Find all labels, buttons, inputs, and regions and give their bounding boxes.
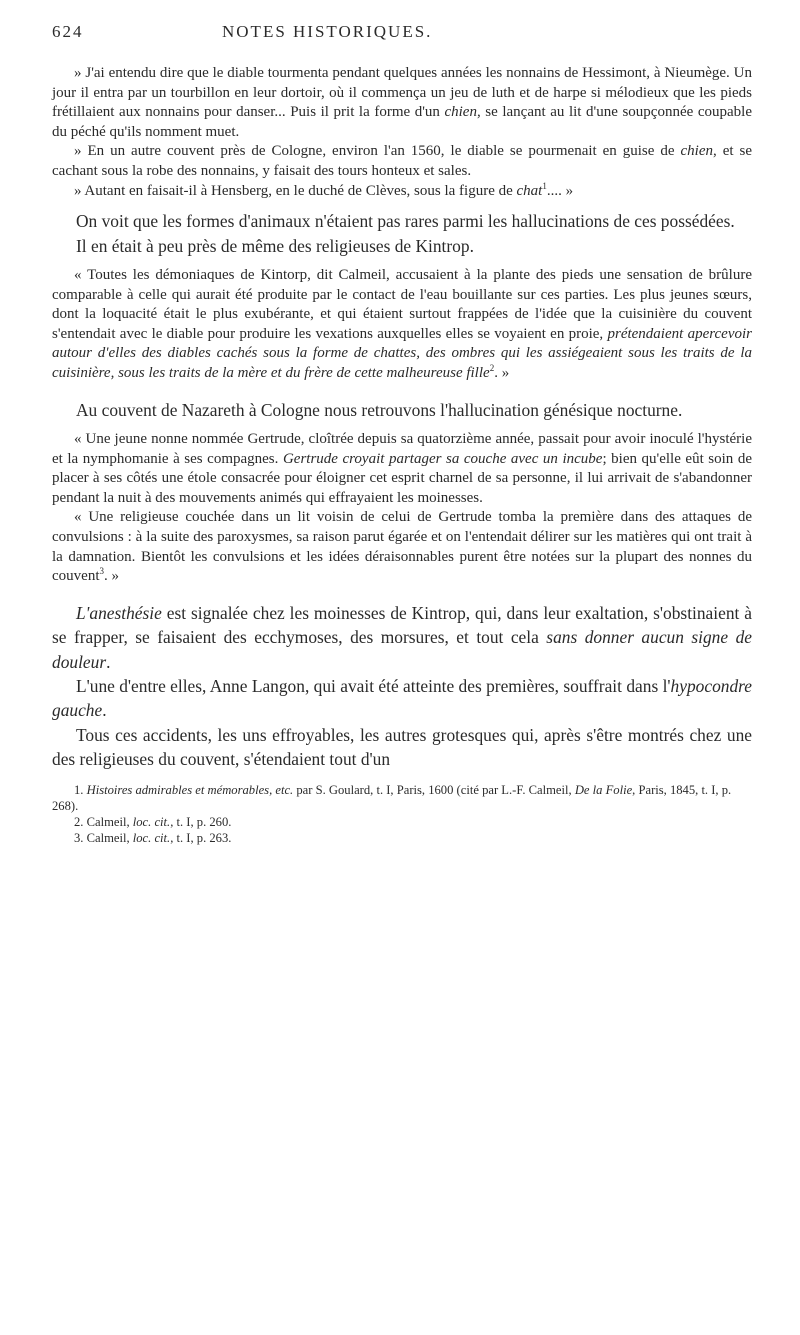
text-span: par S. Goulard, t. I, Paris, 1600 (cité par L.-F. Calmeil,	[293, 782, 575, 797]
text-span: , Paris, 1845, t. I, p. 268).	[52, 782, 732, 813]
body-paragraph: On voit que les formes d'animaux n'étaient pas rares parmi les hallucinations de ces possédées.	[76, 211, 735, 232]
footnote-ref: 1	[542, 180, 547, 191]
text-span: » En un autre couvent près de Cologne, environ l'an 1560, le diable se pourmenait en guise de	[74, 143, 681, 160]
text-span: « Une jeune nonne nommée Gertrude, cloîtrée depuis sa quatorzième année, passait pour avoir inoculé l'hystérie et la nymphomanie à ses compagnes.	[52, 430, 752, 467]
italic-passage: Gertrude croyait partager sa couche avec un incube	[282, 450, 603, 467]
text-span: 1.	[74, 782, 87, 797]
text-span: 3. Calmeil,	[74, 830, 133, 845]
italic-passage: prétendaient apercevoir autour d'elles des diables cachés sous la forme de chattes, des ombres qui les assiégeaient sous les traits de la cuisinière, sous les traits de la mère et du frère de cette malheureuse fille	[52, 325, 753, 381]
italic-passage: sans donner aucun signe de douleur	[52, 627, 752, 672]
text-span: .	[106, 651, 111, 672]
italic-term: L'anesthésie	[76, 602, 162, 623]
text-span: « Toutes les démoniaques de Kintorp, dit Calmeil, accusaient à la plante des pieds une sensation de brûlure comparable à celle qui aurait été produite par le contact de l'eau bouillante sur ces parties. Les plus jeunes sœurs, dont la loquacité était le plus exubérante, et qui étaient surtout frappées de l'idée que la cuisinière du couvent s'entendait avec le diable pour produire les vexations auxquelles elles se voyaient en proie,	[52, 266, 752, 342]
footnote-1	[52, 782, 752, 814]
text-span: « Une religieuse couchée dans un lit voisin de celui de Gertrude tomba la première dans des attaques de convulsions : à la suite des paroxysmes, sa raison parut égarée et on l'entendait délirer sur les matières qui ont trait à la damnation. Bientôt les convulsions et les idées déraisonnables purent être notées sur la plupart des nonnes du couvent	[52, 509, 752, 585]
italic-term: hypocondre gauche	[52, 675, 752, 721]
italic-term: chien	[680, 143, 713, 160]
footnote-2	[52, 814, 752, 830]
text-span: , se lançant au lit d'une soupçonnée coupable du péché qu'ils nomment muet.	[52, 104, 752, 140]
quote-paragraph	[52, 64, 752, 142]
quote-paragraph	[52, 182, 752, 202]
body-paragraph: Il en était à peu près de même des religieuses de Kintrop.	[76, 235, 474, 256]
quotation-nazareth	[52, 430, 752, 587]
text-span: L'une d'entre elles, Anne Langon, qui avait été atteinte des premières, souffrait dans l'	[76, 675, 671, 696]
text-span: est signalée chez les moinesses de Kintrop, qui, dans leur exaltation, s'obstinaient à se frapper, se faisaient des ecchymoses, des morsures, et tout cela	[52, 602, 752, 648]
footnote-3	[52, 830, 752, 846]
text-span: ; bien qu'elle eût soin de placer à ses côtés une étole consacrée pour éloigner cet esprit charnel de sa personne, il lui arrivait de s'abandonner pendant la nuit à des mouvements animés qui effrayaient les moinesses.	[52, 450, 752, 506]
text-span: .... »	[546, 182, 574, 199]
quote-paragraph	[52, 508, 752, 586]
footnote-ref: 3	[99, 566, 104, 577]
quote-paragraph	[52, 142, 752, 181]
book-page	[52, 22, 752, 846]
text-span: . »	[494, 364, 510, 381]
text-span: , t. I, p. 260.	[170, 814, 232, 829]
text-span: » Autant en faisait-il à Hensberg, en le duché de Clèves, sous la figure de	[74, 182, 517, 199]
italic-title: Histoires admirables et mémorables, etc.	[86, 782, 294, 797]
text-span: . »	[103, 568, 119, 585]
italic-title: loc. cit.	[132, 830, 171, 845]
body-paragraph: Au couvent de Nazareth à Cologne nous retrouvons l'hallucination génésique nocturne.	[76, 399, 683, 420]
quotation-calmeil-kintorp	[52, 266, 752, 384]
italic-term: chien	[444, 104, 477, 121]
running-title: NOTES HISTORIQUES.	[222, 22, 433, 41]
quote-paragraph	[52, 430, 752, 508]
footnotes	[52, 782, 752, 846]
text-span: 2. Calmeil,	[74, 814, 133, 829]
text-span: , et se cachant sous la robe des nonnains, y faisait des tours honteux et sales.	[52, 143, 752, 179]
body-paragraph	[52, 601, 752, 674]
italic-term: chat	[516, 182, 543, 199]
italic-title: loc. cit.	[132, 814, 171, 829]
text-span: » J'ai entendu dire que le diable tourmenta pendant quelques années les nonnains de Hessimont, à Nieumège. Un jour il entra par un tourbillon en leur dortoir, où il commença un jeu de luth et de harpe si mélodieux que les pieds frétillaient aux nonnains pour danser... Puis il prit la forme d'un	[52, 65, 752, 121]
text-span: .	[102, 700, 107, 721]
running-head	[52, 22, 752, 50]
quotation-goulard	[52, 64, 752, 201]
body-paragraph	[52, 674, 752, 723]
page-number: 624	[52, 22, 84, 41]
italic-title: De la Folie	[574, 782, 633, 797]
body-paragraph: Tous ces accidents, les uns effroyables, les autres grotesques qui, après s'être montrés chez une des religieuses du couvent, s'étendaient tout d'un	[52, 724, 752, 770]
text-span: , t. I, p. 263.	[170, 830, 232, 845]
footnote-ref: 2	[489, 362, 495, 373]
